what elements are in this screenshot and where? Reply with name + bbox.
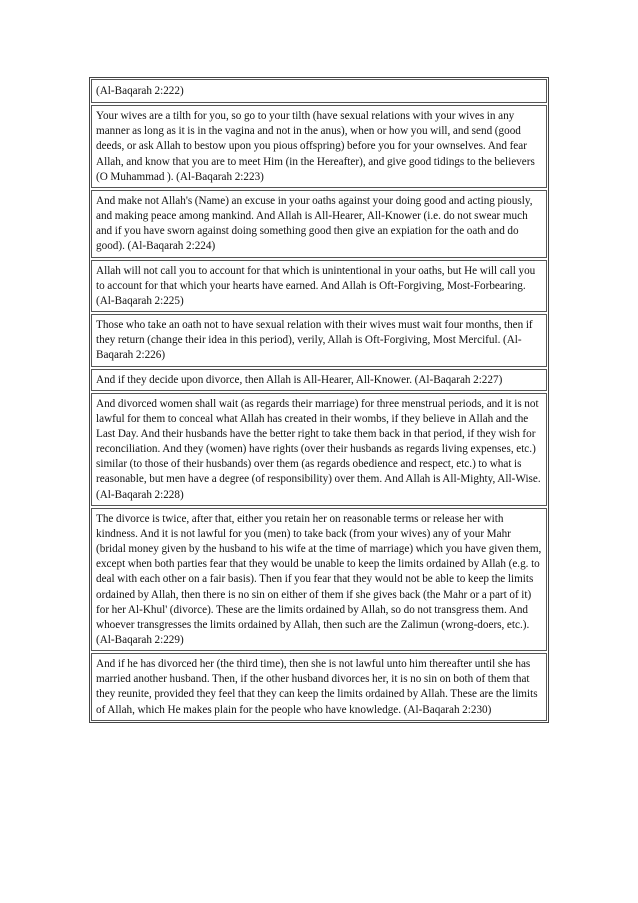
verse-cell-2-226: Those who take an oath not to have sexual relation with their wives must wait four months, then if they return (change their idea in this period), verily, Allah is Oft-Forgiving, Most Merciful. (Al-Baqarah 2:226) [91, 314, 547, 366]
verse-cell-2-227: And if they decide upon divorce, then Allah is All-Hearer, All-Knower. (Al-Baqarah 2:227) [91, 369, 547, 391]
verse-table [89, 77, 549, 723]
verse-cell-2-230: And if he has divorced her (the third time), then she is not lawful unto him thereafter until she has married another husband. Then, if the other husband divorces her, it is no sin on both of them that they reunite, provided they feel that they can keep the limits ordained by Allah. These are the limits of Allah, which He makes plain for the people who have knowledge. (Al-Baqarah 2:230) [91, 653, 547, 721]
verse-cell-2-224: And make not Allah's (Name) an excuse in your oaths against your doing good and acting piously, and making peace among mankind. And Allah is All-Hearer, All-Knower (i.e. do not swear much and if you have sworn against doing something good then give an expiation for the oath and do good). (Al-Baqarah 2:224) [91, 190, 547, 258]
document-page [89, 77, 549, 723]
verse-cell-2-223: Your wives are a tilth for you, so go to your tilth (have sexual relations with your wives in any manner as long as it is in the vagina and not in the anus), when or how you will, and send (good deeds, or ask Allah to bestow upon you pious offspring) before you for your ownselves. And fear Allah, and know that you are to meet Him (in the Hereafter), and give good tidings to the believers (O Muhammad ). (Al-Baqarah 2:223) [91, 105, 547, 188]
verse-cell-2-222: (Al-Baqarah 2:222) [91, 79, 547, 103]
verse-cell-2-229: The divorce is twice, after that, either you retain her on reasonable terms or release her with kindness. And it is not lawful for you (men) to take back (from your wives) any of your Mahr (bridal money given by the husband to his wife at the time of marriage) which you have given them, except when both parties fear that they would be unable to keep the limits ordained by Allah (e.g. to deal with each other on a fair basis). Then if you fear that they would not be able to keep the limits ordained by Allah, then there is no sin on either of them if she gives back (the Mahr or a part of it) for her Al-Khul' (divorce). These are the limits ordained by Allah, so do not transgress them. And whoever transgresses the limits ordained by Allah, then such are the Zalimun (wrong-doers, etc.). (Al-Baqarah 2:229) [91, 508, 547, 651]
verse-cell-2-225: Allah will not call you to account for that which is unintentional in your oaths, but He will call you to account for that which your hearts have earned. And Allah is Oft-Forgiving, Most-Forbearing. (Al-Baqarah 2:225) [91, 260, 547, 312]
verse-cell-2-228: And divorced women shall wait (as regards their marriage) for three menstrual periods, and it is not lawful for them to conceal what Allah has created in their wombs, if they believe in Allah and the Last Day. And their husbands have the better right to take them back in that period, if they wish for reconciliation. And they (women) have rights (over their husbands as regards living expenses, etc.) similar (to those of their husbands) over them (as regards obedience and respect, etc.) to what is reasonable, but men have a degree (of responsibility) over them. And Allah is All-Mighty, All-Wise. (Al-Baqarah 2:228) [91, 393, 547, 506]
